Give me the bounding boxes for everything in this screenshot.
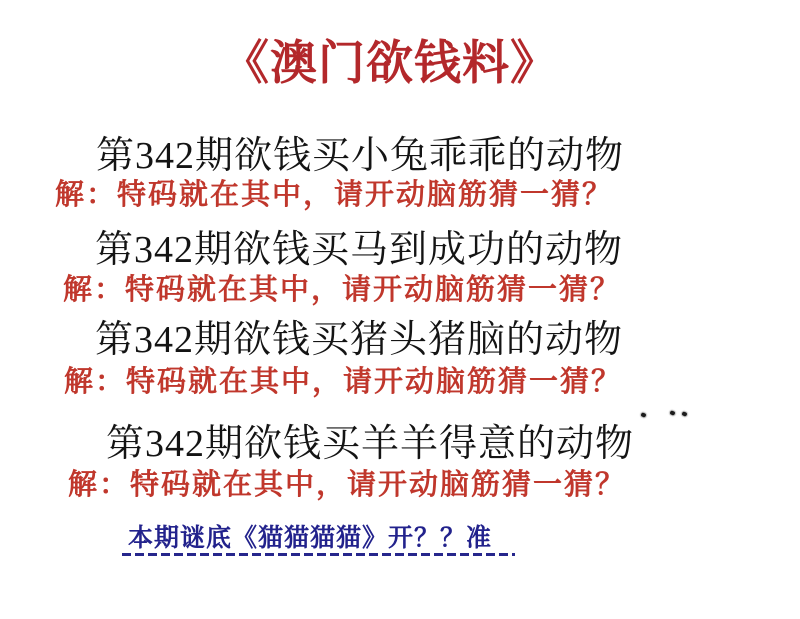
riddle-question-4: 第342期欲钱买羊羊得意的动物	[106, 423, 635, 465]
riddle-hint-4: 解：特码就在其中，请开动脑筋猜一猜？	[68, 469, 627, 501]
riddle-hint-1: 解：特码就在其中，请开动脑筋猜一猜？	[55, 179, 614, 211]
ink-speck	[681, 411, 687, 417]
riddle-question-1: 第342期欲钱买小兔乖乖的动物	[96, 135, 625, 177]
page-title: 《澳门欲钱料》	[222, 38, 558, 90]
riddle-hint-3: 解：特码就在其中，请开动脑筋猜一猜？	[64, 366, 623, 398]
ink-speck	[640, 412, 646, 418]
dashed-divider	[122, 553, 515, 556]
riddle-hint-2: 解：特码就在其中，请开动脑筋猜一猜？	[63, 274, 622, 306]
footer-answer-line: 本期谜底《猫猫猫猫》开？？准	[128, 525, 493, 552]
riddle-question-2: 第342期欲钱买马到成功的动物	[95, 229, 624, 271]
ink-speck	[669, 410, 675, 416]
riddle-question-3: 第342期欲钱买猪头猪脑的动物	[95, 319, 624, 361]
